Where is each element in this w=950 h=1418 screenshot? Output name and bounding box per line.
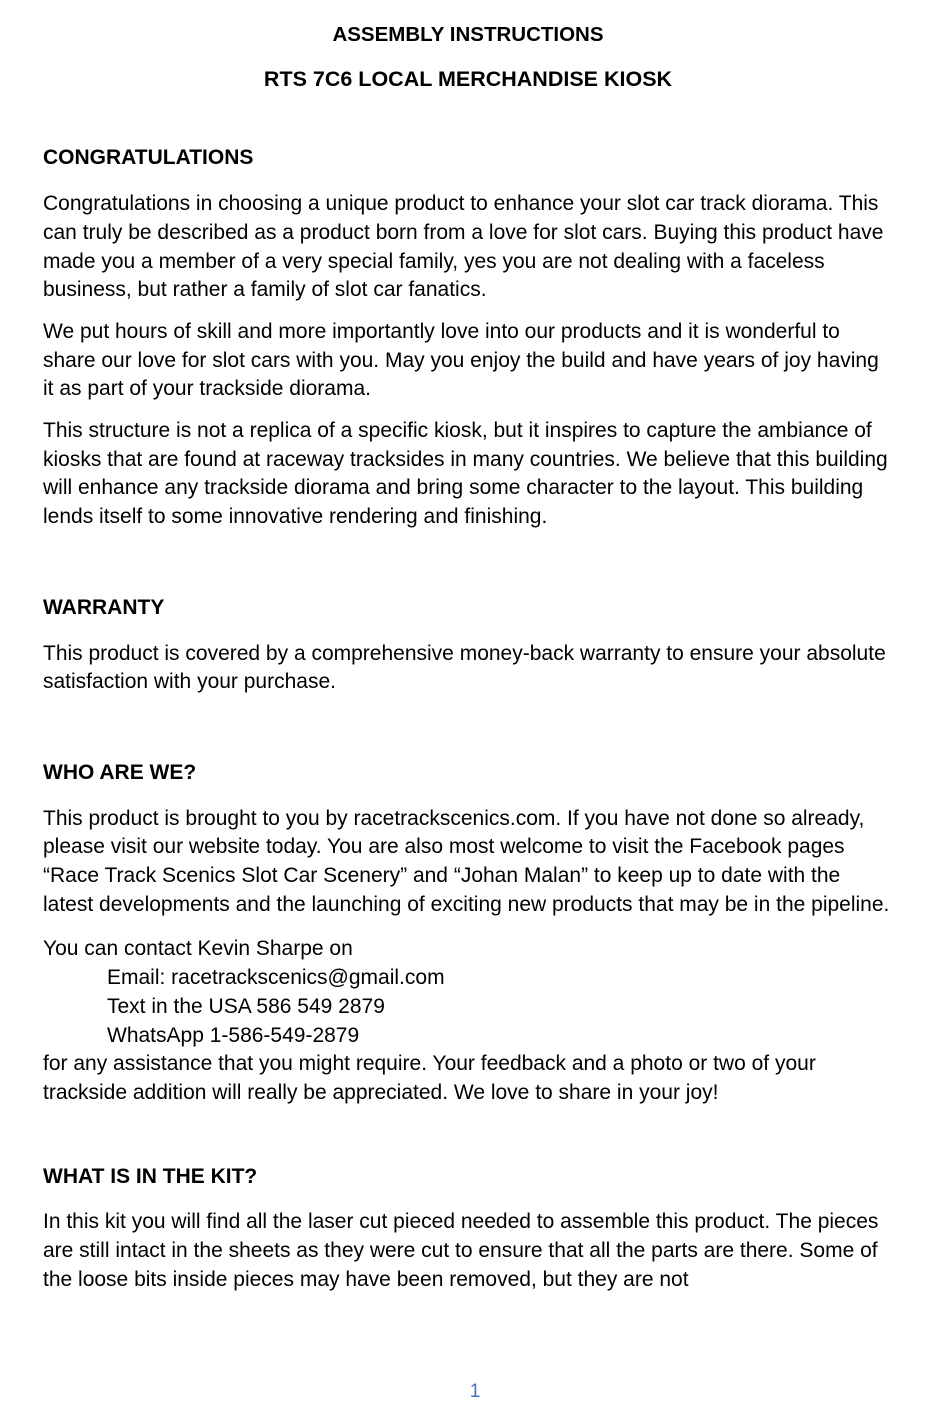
document-header bbox=[43, 21, 893, 93]
what-is-in-the-kit-paragraph: In this kit you will find all the laser cut pieced needed to assemble this product. The pieces are still intact in the sheets as they were cut to ensure that all the parts are there. Some of the loose bits inside pieces may have been removed, but they are not bbox=[43, 1210, 879, 1291]
what-is-in-the-kit-heading: WHAT IS IN THE KIT? bbox=[43, 1164, 258, 1188]
contact-whatsapp-number: WhatsApp 1-586-549-2879 bbox=[107, 1023, 360, 1047]
page-footer bbox=[0, 1377, 950, 1406]
congratulations-heading: CONGRATULATIONS bbox=[43, 146, 254, 170]
congratulations-paragraph-2: We put hours of skill and more importantly love into our products and it is wonderful to share our love for slot cars with you. May you enjoy the build and have years of joy having it as part of your trackside diorama. bbox=[43, 319, 879, 401]
contact-block bbox=[43, 935, 893, 1107]
contact-text-number: Text in the USA 586 549 2879 bbox=[107, 994, 385, 1018]
section-congratulations bbox=[43, 144, 893, 531]
doc-title: ASSEMBLY INSTRUCTIONS bbox=[332, 23, 604, 46]
warranty-heading: WARRANTY bbox=[43, 595, 165, 619]
who-are-we-heading: WHO ARE WE? bbox=[43, 760, 197, 784]
doc-subtitle: RTS 7C6 LOCAL MERCHANDISE KIOSK bbox=[263, 66, 673, 91]
section-what-is-in-the-kit bbox=[43, 1163, 893, 1295]
contact-email: Email: racetrackscenics@gmail.com bbox=[107, 966, 445, 990]
page-number: 1 bbox=[469, 1381, 481, 1403]
section-warranty bbox=[43, 594, 893, 697]
section-who-are-we bbox=[43, 759, 893, 1108]
congratulations-paragraph-1: Congratulations in choosing a unique product to enhance your slot car track diorama. This can truly be described as a product born from a love for slot cars. Buying this product have made you a member of a very special family, yes you are not dealing with a faceless business, but rather a family of slot car fanatics. bbox=[43, 192, 884, 302]
warranty-paragraph: This product is covered by a comprehensive money-back warranty to ensure your absolute satisfaction with your purchase. bbox=[43, 641, 886, 694]
contact-intro: You can contact Kevin Sharpe on bbox=[43, 937, 353, 961]
congratulations-paragraph-3: This structure is not a replica of a specific kiosk, but it inspires to capture the ambiance of kiosks that are found at raceway tracksides in many countries. We believe that this building will enhance any trackside diorama and bring some character to the layout. This building lends itself to some innovative rendering and finishing. bbox=[43, 419, 888, 529]
contact-outro: for any assistance that you might require. Your feedback and a photo or two of your trackside addition will really be appreciated. We love to share in your joy! bbox=[43, 1052, 816, 1104]
who-are-we-paragraph: This product is brought to you by racetrackscenics.com. If you have not done so already, please visit our website today. You are also most welcome to visit the Facebook pages “Race Track Scenics Slot Car Scenery” and “Johan Malan” to keep up to date with the latest developments and the launching of exciting new products that may be in the pipeline. bbox=[43, 806, 890, 916]
